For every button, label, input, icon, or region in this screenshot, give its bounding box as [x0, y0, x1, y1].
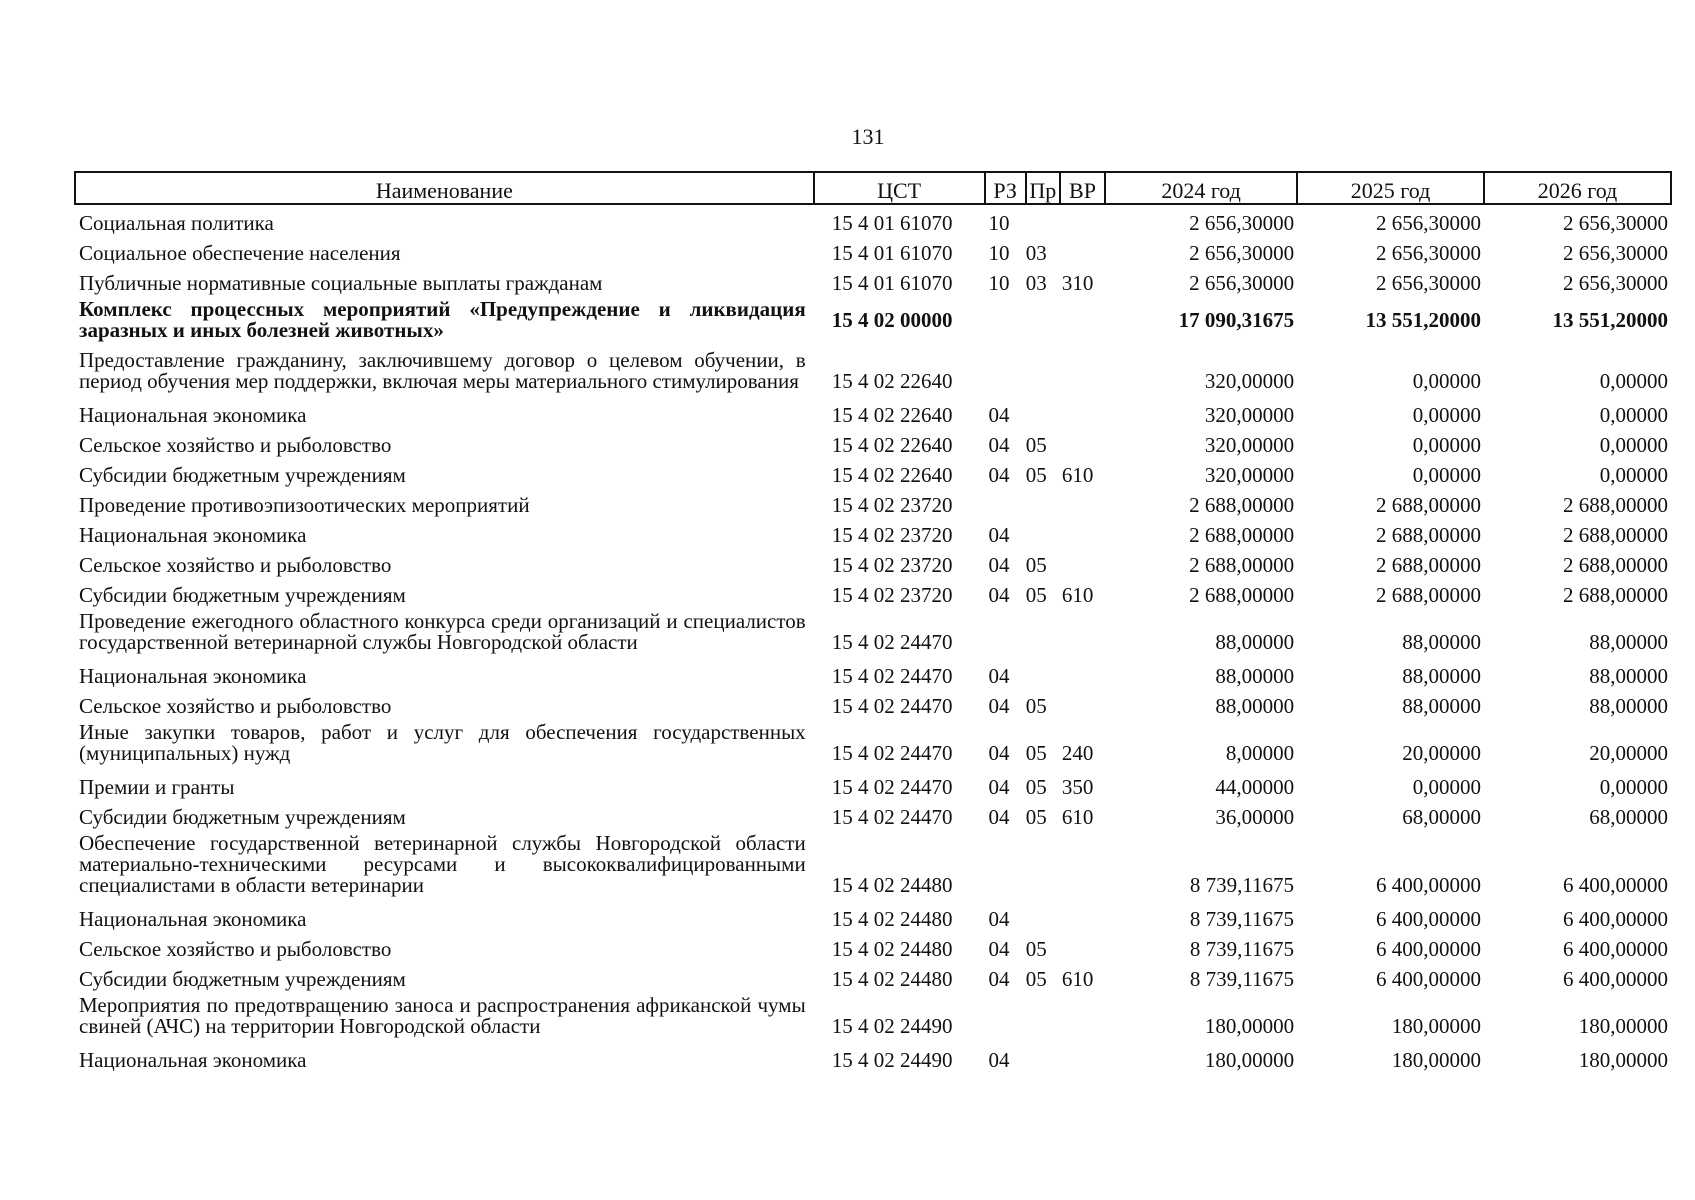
cell-pr	[1026, 990, 1060, 1041]
cell-vr	[1060, 426, 1105, 456]
cell-2024: 2 656,30000	[1189, 271, 1295, 295]
table-row	[75, 234, 1671, 264]
cell-pr	[1026, 204, 1060, 234]
cell-name: Национальная экономика	[79, 403, 307, 427]
cell-pr	[1026, 345, 1060, 396]
cell-2025: 6 400,00000	[1375, 907, 1481, 931]
cell-rz	[985, 294, 1026, 345]
cell-name: Субсидии бюджетным учреждениям	[79, 805, 406, 829]
cell-cst: 15 4 02 24470	[831, 775, 953, 799]
table-row	[75, 345, 1671, 396]
table-row	[75, 768, 1671, 798]
cell-vr: 610	[1061, 463, 1094, 487]
cell-rz: 04	[988, 694, 1010, 718]
cell-vr	[1060, 546, 1105, 576]
cell-2025: 2 688,00000	[1375, 553, 1481, 577]
cell-vr	[1060, 345, 1105, 396]
cell-pr: 03	[1025, 241, 1047, 265]
cell-2024: 320,00000	[1204, 403, 1295, 427]
cell-vr	[1060, 828, 1105, 900]
cell-vr	[1060, 606, 1105, 657]
cell-cst: 15 4 02 24490	[831, 1014, 953, 1038]
cell-name: Комплекс процессных мероприятий «Предупреждение и ликвидация заразных и иных болезней животных»	[79, 297, 806, 342]
header-2026: 2026 год	[1484, 172, 1671, 204]
cell-pr	[1026, 486, 1060, 516]
cell-cst: 15 4 02 24470	[831, 694, 953, 718]
cell-name: Национальная экономика	[79, 1048, 307, 1072]
cell-rz: 10	[988, 271, 1010, 295]
cell-rz: 04	[988, 741, 1010, 765]
cell-vr	[1060, 1041, 1105, 1071]
cell-2025: 2 656,30000	[1375, 241, 1481, 265]
table-row	[75, 264, 1671, 294]
cell-2026: 6 400,00000	[1563, 907, 1668, 931]
cell-pr: 05	[1025, 741, 1047, 765]
cell-name: Субсидии бюджетным учреждениям	[79, 583, 406, 607]
cell-pr: 05	[1025, 583, 1047, 607]
cell-vr: 610	[1061, 967, 1094, 991]
cell-cst: 15 4 02 22640	[831, 369, 953, 393]
table-row	[75, 828, 1671, 900]
cell-pr	[1026, 657, 1060, 687]
cell-cst: 15 4 02 24480	[831, 937, 953, 961]
cell-2026: 0,00000	[1599, 369, 1668, 393]
cell-cst: 15 4 02 24490	[831, 1048, 953, 1072]
cell-2026: 2 656,30000	[1563, 211, 1668, 235]
cell-rz: 10	[988, 211, 1010, 235]
cell-cst: 15 4 02 24480	[831, 873, 953, 897]
cell-rz: 04	[988, 583, 1010, 607]
cell-name: Проведение ежегодного областного конкурса среди организаций и специалистов государственной ветеринарной службы Новгородской области	[79, 609, 806, 654]
cell-2025: 2 688,00000	[1375, 583, 1481, 607]
table-row	[75, 516, 1671, 546]
cell-cst: 15 4 02 23720	[831, 493, 953, 517]
cell-2024: 8 739,11675	[1189, 873, 1295, 897]
cell-2024: 2 656,30000	[1189, 211, 1295, 235]
table-row	[75, 990, 1671, 1041]
cell-vr	[1060, 486, 1105, 516]
cell-2025: 2 656,30000	[1375, 271, 1481, 295]
cell-cst: 15 4 02 24470	[831, 805, 953, 829]
cell-2026: 2 688,00000	[1563, 523, 1668, 547]
cell-2026: 0,00000	[1599, 403, 1668, 427]
cell-2025: 2 656,30000	[1375, 211, 1481, 235]
header-row	[75, 172, 1671, 204]
cell-name: Национальная экономика	[79, 664, 307, 688]
cell-pr	[1026, 1041, 1060, 1071]
cell-2024: 8 739,11675	[1189, 967, 1295, 991]
cell-name: Обеспечение государственной ветеринарной службы Новгородской области материально-техническими ресурсами и высококвалифицированными специалистами в области ветеринарии	[79, 831, 806, 897]
cell-vr	[1060, 204, 1105, 234]
cell-rz	[985, 828, 1026, 900]
table-row	[75, 606, 1671, 657]
cell-2026: 88,00000	[1589, 664, 1668, 688]
cell-pr: 03	[1025, 271, 1047, 295]
table-row	[75, 687, 1671, 717]
cell-vr	[1060, 516, 1105, 546]
cell-rz	[985, 486, 1026, 516]
table-row	[75, 546, 1671, 576]
header-name: Наименование	[75, 172, 814, 204]
cell-pr	[1026, 516, 1060, 546]
table-row	[75, 798, 1671, 828]
cell-rz: 04	[988, 433, 1010, 457]
cell-2025: 180,00000	[1391, 1048, 1481, 1072]
cell-pr	[1026, 294, 1060, 345]
cell-rz	[985, 990, 1026, 1041]
cell-cst: 15 4 02 22640	[831, 433, 953, 457]
cell-rz: 04	[988, 967, 1010, 991]
cell-2024: 88,00000	[1215, 664, 1295, 688]
cell-2025: 0,00000	[1412, 775, 1481, 799]
cell-vr: 240	[1061, 741, 1094, 765]
cell-name: Премии и гранты	[79, 775, 235, 799]
cell-2025: 6 400,00000	[1375, 873, 1481, 897]
cell-2025: 0,00000	[1412, 463, 1481, 487]
cell-2024: 2 688,00000	[1189, 493, 1295, 517]
header-2024: 2024 год	[1105, 172, 1297, 204]
cell-2025: 2 688,00000	[1375, 493, 1481, 517]
cell-2026: 180,00000	[1578, 1014, 1668, 1038]
table-row	[75, 960, 1671, 990]
cell-pr	[1026, 900, 1060, 930]
cell-2025: 0,00000	[1412, 403, 1481, 427]
cell-2024: 320,00000	[1204, 433, 1295, 457]
cell-vr	[1060, 234, 1105, 264]
cell-2024: 320,00000	[1204, 369, 1295, 393]
cell-2026: 20,00000	[1589, 741, 1668, 765]
cell-pr	[1026, 606, 1060, 657]
cell-2025: 20,00000	[1402, 741, 1481, 765]
cell-2025: 13 551,20000	[1365, 307, 1481, 332]
table-row	[75, 717, 1671, 768]
cell-vr	[1060, 687, 1105, 717]
cell-cst: 15 4 02 22640	[831, 463, 953, 487]
cell-2024: 320,00000	[1204, 463, 1295, 487]
cell-2026: 6 400,00000	[1563, 873, 1668, 897]
cell-2026: 0,00000	[1599, 775, 1668, 799]
cell-name: Социальная политика	[79, 211, 274, 235]
cell-cst: 15 4 02 24470	[831, 630, 953, 654]
cell-2025: 68,00000	[1402, 805, 1481, 829]
header-cst: ЦСТ	[814, 172, 985, 204]
cell-cst: 15 4 02 00000	[831, 307, 953, 332]
cell-name: Предоставление гражданину, заключившему договор о целевом обучении, в период обучения мер поддержки, включая меры материального стимулирования	[79, 348, 806, 393]
page-number: 131	[851, 124, 885, 149]
cell-cst: 15 4 02 23720	[831, 523, 953, 547]
cell-2024: 88,00000	[1215, 694, 1295, 718]
cell-2025: 0,00000	[1412, 433, 1481, 457]
cell-vr: 310	[1061, 271, 1094, 295]
cell-2024: 88,00000	[1215, 630, 1295, 654]
cell-2026: 0,00000	[1599, 433, 1668, 457]
cell-rz: 04	[988, 463, 1010, 487]
cell-2024: 2 688,00000	[1189, 553, 1295, 577]
cell-vr	[1060, 900, 1105, 930]
cell-pr	[1026, 396, 1060, 426]
cell-name: Сельское хозяйство и рыболовство	[79, 433, 392, 457]
cell-cst: 15 4 01 61070	[831, 271, 953, 295]
cell-name: Мероприятия по предотвращению заноса и распространения африканской чумы свиней (АЧС) на территории Новгородской области	[79, 993, 806, 1038]
cell-rz	[985, 606, 1026, 657]
cell-pr: 05	[1025, 433, 1047, 457]
cell-cst: 15 4 02 24480	[831, 907, 953, 931]
cell-2026: 2 688,00000	[1563, 553, 1668, 577]
cell-2025: 88,00000	[1402, 630, 1481, 654]
table-row	[75, 396, 1671, 426]
cell-rz: 04	[988, 523, 1010, 547]
cell-pr: 05	[1025, 967, 1047, 991]
cell-pr: 05	[1025, 553, 1047, 577]
cell-cst: 15 4 02 24470	[831, 664, 953, 688]
cell-name: Сельское хозяйство и рыболовство	[79, 553, 392, 577]
cell-vr: 610	[1061, 805, 1094, 829]
table-row	[75, 204, 1671, 234]
cell-vr	[1060, 294, 1105, 345]
cell-2024: 8 739,11675	[1189, 937, 1295, 961]
cell-name: Социальное обеспечение населения	[79, 241, 401, 265]
cell-2025: 6 400,00000	[1375, 967, 1481, 991]
table-body	[75, 204, 1671, 1071]
cell-pr: 05	[1025, 805, 1047, 829]
cell-rz: 04	[988, 553, 1010, 577]
cell-vr	[1060, 657, 1105, 687]
cell-2026: 6 400,00000	[1563, 967, 1668, 991]
cell-name: Субсидии бюджетным учреждениям	[79, 967, 406, 991]
table-row	[75, 930, 1671, 960]
budget-table	[74, 171, 1672, 1071]
cell-name: Субсидии бюджетным учреждениям	[79, 463, 406, 487]
table-row	[75, 576, 1671, 606]
cell-pr	[1026, 828, 1060, 900]
header-vr: ВР	[1060, 172, 1105, 204]
table-row	[75, 1041, 1671, 1071]
cell-pr: 05	[1025, 694, 1047, 718]
table-row	[75, 657, 1671, 687]
cell-name: Публичные нормативные социальные выплаты гражданам	[79, 271, 603, 295]
cell-2025: 180,00000	[1391, 1014, 1481, 1038]
cell-vr	[1060, 930, 1105, 960]
cell-2026: 2 656,30000	[1563, 241, 1668, 265]
cell-cst: 15 4 02 22640	[831, 403, 953, 427]
cell-2025: 88,00000	[1402, 664, 1481, 688]
cell-cst: 15 4 01 61070	[831, 241, 953, 265]
table-row	[75, 426, 1671, 456]
cell-vr: 610	[1061, 583, 1094, 607]
cell-pr: 05	[1025, 463, 1047, 487]
cell-2024: 36,00000	[1215, 805, 1295, 829]
cell-vr	[1060, 990, 1105, 1041]
cell-2026: 2 688,00000	[1563, 493, 1668, 517]
header-pr: Пр	[1026, 172, 1060, 204]
table-header	[75, 172, 1671, 204]
cell-rz: 04	[988, 907, 1010, 931]
cell-rz: 04	[988, 1048, 1010, 1072]
cell-name: Сельское хозяйство и рыболовство	[79, 694, 392, 718]
cell-2026: 0,00000	[1599, 463, 1668, 487]
table-row	[75, 900, 1671, 930]
cell-2024: 44,00000	[1215, 775, 1295, 799]
cell-2026: 180,00000	[1578, 1048, 1668, 1072]
cell-rz: 04	[988, 805, 1010, 829]
cell-2024: 2 688,00000	[1189, 583, 1295, 607]
cell-2024: 180,00000	[1204, 1048, 1295, 1072]
cell-cst: 15 4 02 24470	[831, 741, 953, 765]
cell-2026: 88,00000	[1589, 630, 1668, 654]
cell-cst: 15 4 02 23720	[831, 553, 953, 577]
table-row	[75, 486, 1671, 516]
cell-rz: 04	[988, 403, 1010, 427]
cell-vr: 350	[1061, 775, 1094, 799]
table-row	[75, 294, 1671, 345]
cell-2025: 88,00000	[1402, 694, 1481, 718]
cell-cst: 15 4 01 61070	[831, 211, 953, 235]
cell-rz	[985, 345, 1026, 396]
cell-2026: 88,00000	[1589, 694, 1668, 718]
cell-pr: 05	[1025, 937, 1047, 961]
cell-2024: 2 656,30000	[1189, 241, 1295, 265]
cell-rz: 10	[988, 241, 1010, 265]
cell-2026: 68,00000	[1589, 805, 1668, 829]
cell-2025: 6 400,00000	[1375, 937, 1481, 961]
cell-2025: 0,00000	[1412, 369, 1481, 393]
cell-cst: 15 4 02 24480	[831, 967, 953, 991]
cell-rz: 04	[988, 937, 1010, 961]
cell-2026: 2 656,30000	[1563, 271, 1668, 295]
cell-rz: 04	[988, 775, 1010, 799]
cell-name: Национальная экономика	[79, 907, 307, 931]
cell-2026: 13 551,20000	[1552, 307, 1668, 332]
cell-name: Сельское хозяйство и рыболовство	[79, 937, 392, 961]
cell-name: Иные закупки товаров, работ и услуг для обеспечения государственных (муниципальных) нужд	[79, 720, 806, 765]
cell-2025: 2 688,00000	[1375, 523, 1481, 547]
cell-name: Проведение противоэпизоотических мероприятий	[79, 493, 530, 517]
cell-2026: 6 400,00000	[1563, 937, 1668, 961]
header-2025: 2025 год	[1297, 172, 1484, 204]
cell-2024: 17 090,31675	[1178, 307, 1295, 332]
cell-2026: 2 688,00000	[1563, 583, 1668, 607]
cell-2024: 8 739,11675	[1189, 907, 1295, 931]
cell-name: Национальная экономика	[79, 523, 307, 547]
table-row	[75, 456, 1671, 486]
cell-2024: 2 688,00000	[1189, 523, 1295, 547]
cell-2024: 8,00000	[1225, 741, 1295, 765]
cell-vr	[1060, 396, 1105, 426]
cell-pr: 05	[1025, 775, 1047, 799]
cell-rz: 04	[988, 664, 1010, 688]
header-rz: РЗ	[985, 172, 1026, 204]
cell-2024: 180,00000	[1204, 1014, 1295, 1038]
cell-cst: 15 4 02 23720	[831, 583, 953, 607]
